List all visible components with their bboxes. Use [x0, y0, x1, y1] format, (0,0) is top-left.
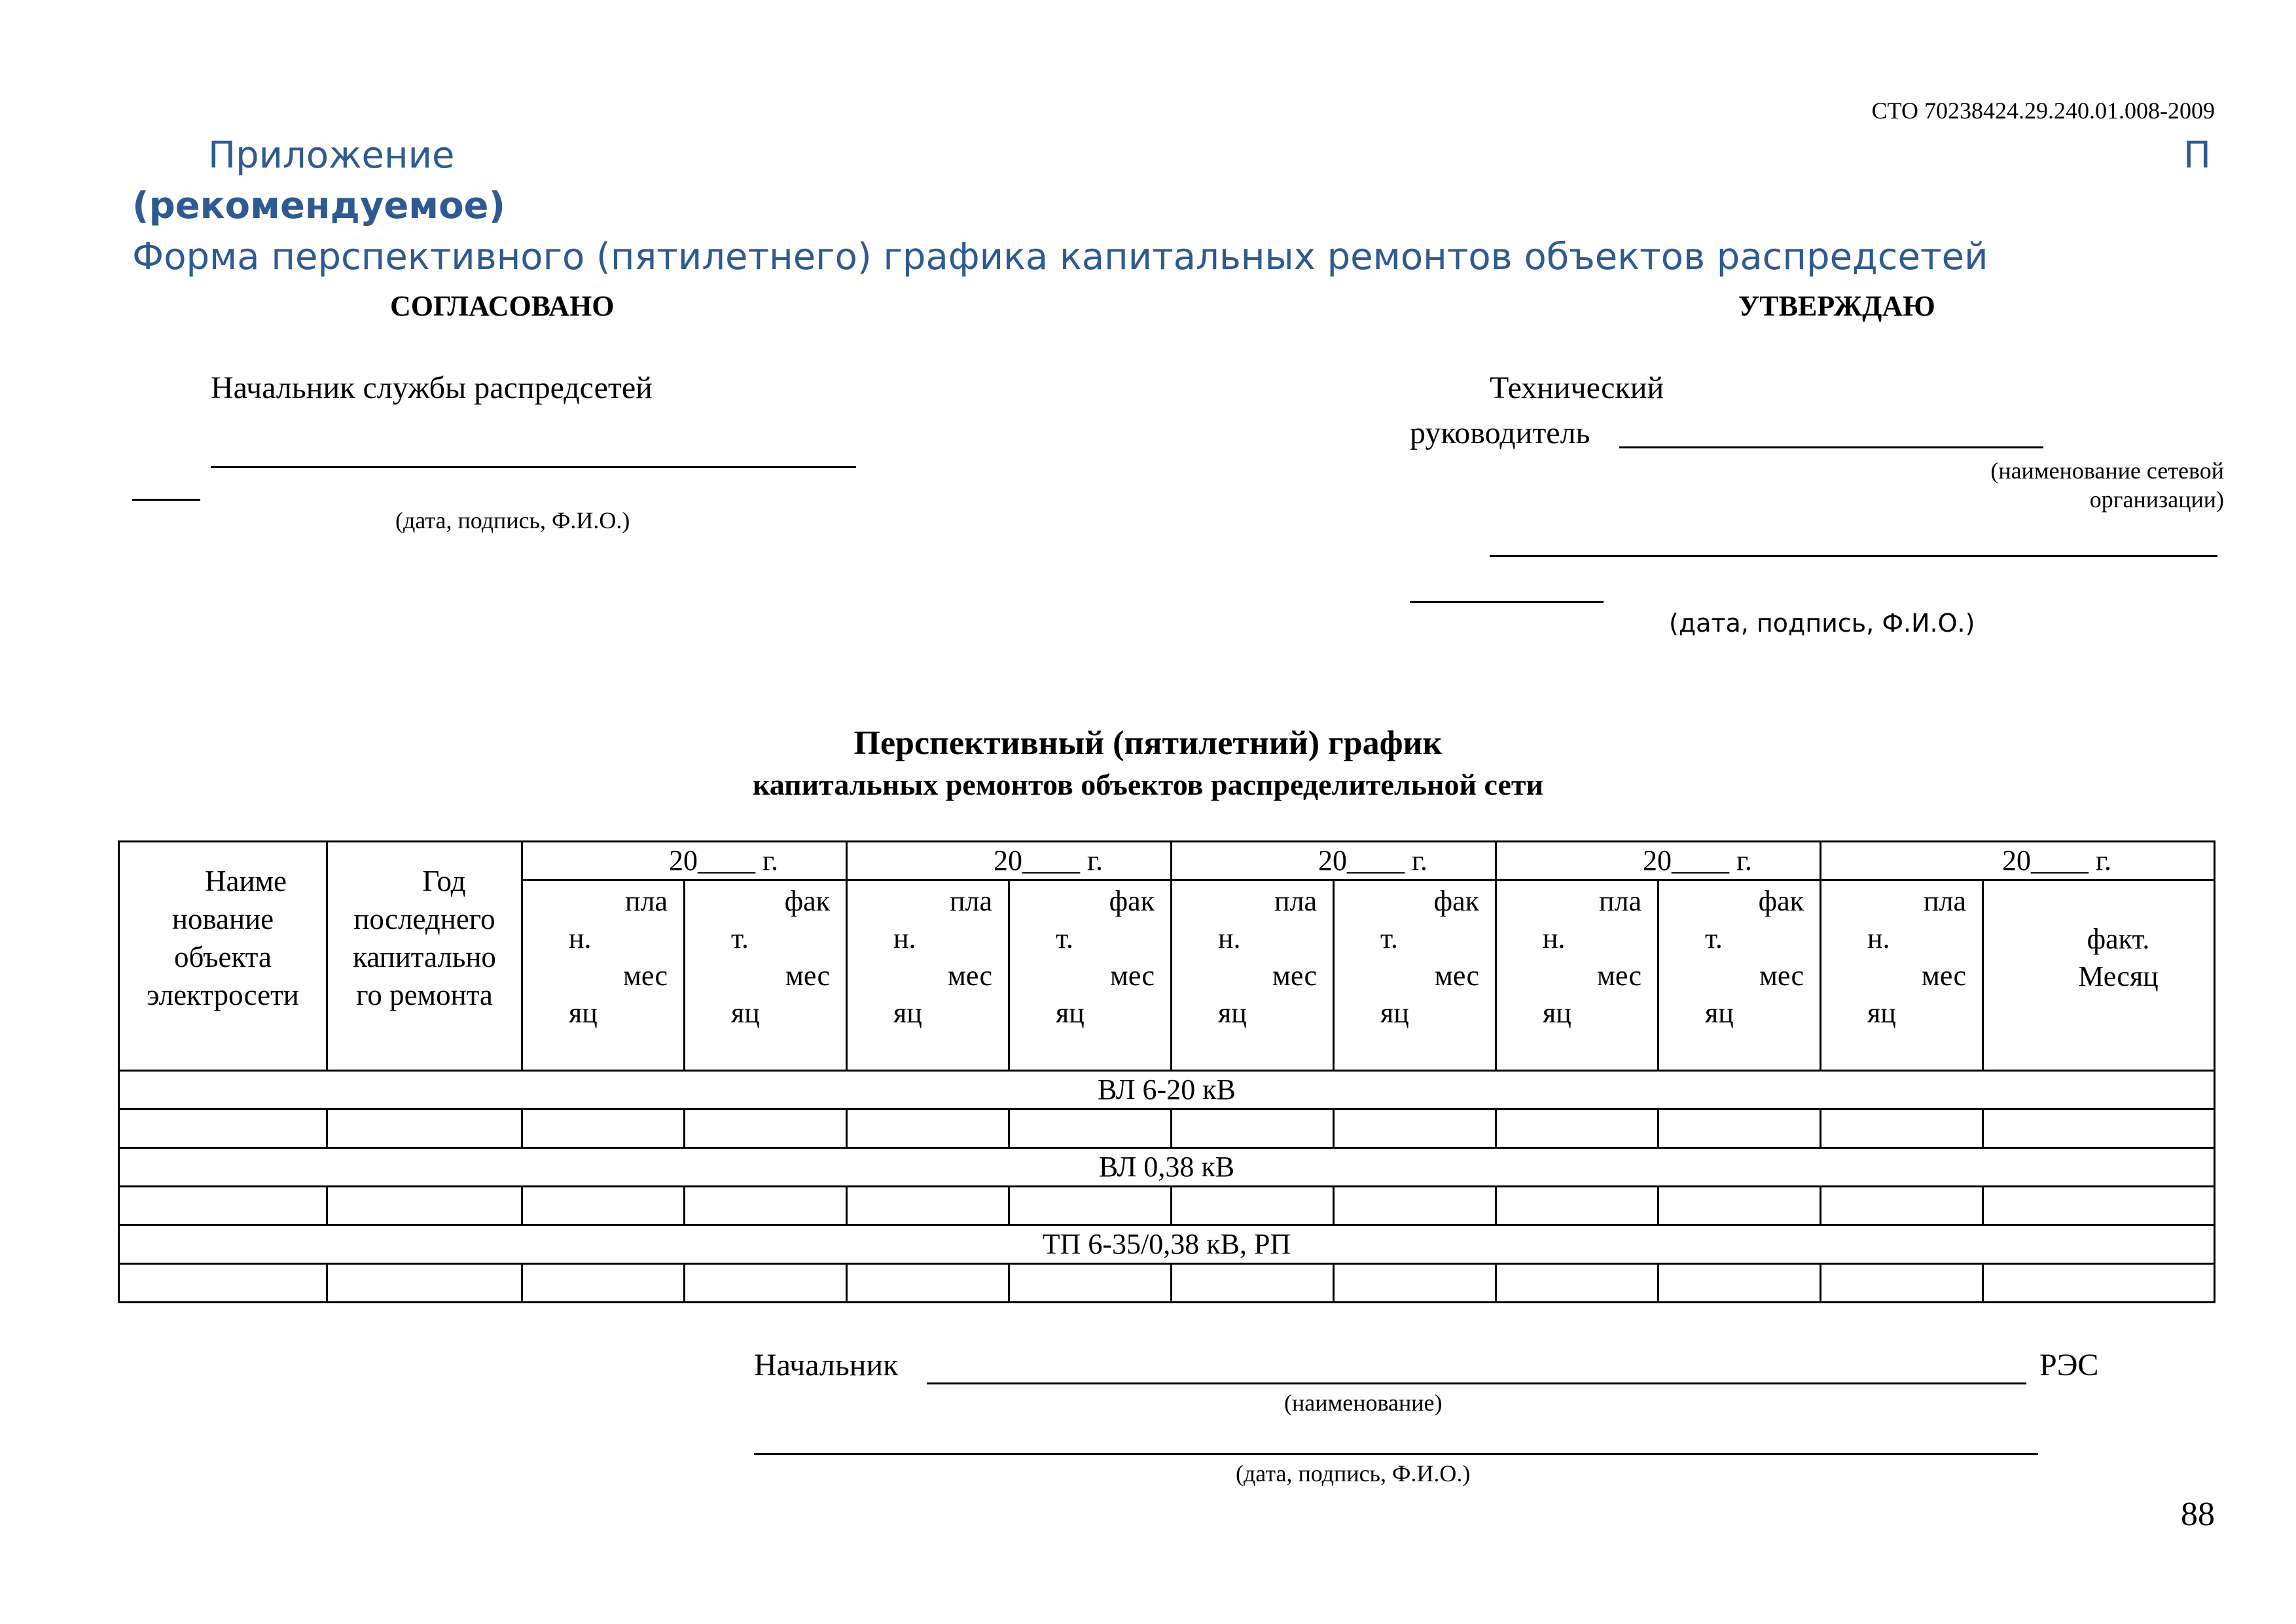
cell[interactable] — [1983, 1110, 2215, 1148]
year-header-2: 20____ г. — [847, 842, 1172, 880]
cell[interactable] — [1172, 1110, 1334, 1148]
agreed-label: СОГЛАСОВАНО — [390, 290, 615, 322]
plan-month-header — [1172, 880, 1334, 1071]
cell[interactable] — [327, 1110, 522, 1148]
agreed-signature-line — [211, 466, 856, 468]
cell[interactable] — [685, 1110, 847, 1148]
approve-org-line — [1619, 446, 2043, 448]
fact-part-2: т. — [1056, 922, 1073, 954]
plan-month-header — [1821, 880, 1983, 1071]
appendix-title: Приложение — [208, 134, 455, 177]
cell[interactable] — [522, 1110, 685, 1148]
col-header-name-line3: объекта — [174, 941, 272, 973]
approve-position-line2: руководитель — [1410, 416, 1590, 450]
year-header-1: 20____ г. — [522, 842, 847, 880]
plan-part-2: н. — [893, 922, 916, 954]
col-header-name-line2: нование — [171, 903, 274, 935]
plan-part-4: яц — [1218, 997, 1247, 1029]
cell[interactable] — [1659, 1187, 1821, 1225]
plan-part-2: н. — [1218, 922, 1241, 954]
cell[interactable] — [1334, 1264, 1496, 1303]
plan-part-4: яц — [1867, 997, 1896, 1029]
cell[interactable] — [1496, 1110, 1659, 1148]
col-header-year-line3: капитально — [353, 941, 496, 973]
agreed-position: Начальник службы распредсетей — [211, 370, 653, 405]
fact-part-2: т. — [731, 922, 749, 954]
fact-part-3: мес — [1759, 960, 1804, 992]
fact-month-header — [685, 880, 847, 1071]
footer-name-caption: (наименование) — [1284, 1390, 1443, 1416]
approve-signature-line-tail — [1410, 601, 1604, 603]
plan-part-2: н. — [569, 922, 592, 954]
approve-signature-line — [1490, 555, 2217, 557]
cell[interactable] — [1659, 1264, 1821, 1303]
fact-part-1: фак — [1109, 885, 1155, 917]
fact-last-line2: Месяц — [2078, 960, 2159, 992]
fact-part-1: фак — [1433, 885, 1479, 917]
year-header-5: 20____ г. — [1821, 842, 2215, 880]
cell[interactable] — [847, 1187, 1009, 1225]
col-header-year-line1: Год — [422, 865, 466, 897]
plan-part-1: пла — [624, 885, 668, 917]
schedule-table — [118, 840, 2215, 1303]
cell[interactable] — [1983, 1187, 2215, 1225]
cell[interactable] — [327, 1187, 522, 1225]
agreed-signature-line-tail — [132, 499, 200, 501]
year-header-3: 20____ г. — [1172, 842, 1496, 880]
fact-part-3: мес — [785, 960, 830, 992]
fact-month-header — [1659, 880, 1821, 1071]
fact-month-header — [1009, 880, 1172, 1071]
footer-chief-label: Начальник — [754, 1348, 899, 1382]
cell[interactable] — [1496, 1187, 1659, 1225]
fact-part-4: яц — [731, 997, 760, 1029]
plan-part-1: пла — [949, 885, 992, 917]
page-number: 88 — [2181, 1496, 2215, 1533]
section-label-vl-0-38: ВЛ 0,38 кВ — [119, 1148, 2215, 1187]
cell[interactable] — [685, 1264, 847, 1303]
org-caption-line1: (наименование сетевой — [1990, 458, 2224, 484]
cell[interactable] — [1496, 1264, 1659, 1303]
cell[interactable] — [847, 1264, 1009, 1303]
section-label-tp: ТП 6-35/0,38 кВ, РП — [119, 1225, 2215, 1264]
section-row — [119, 1071, 2215, 1110]
col-header-year-line4: го ремонта — [356, 979, 493, 1011]
col-header-name-line4: электросети — [147, 979, 299, 1011]
cell[interactable] — [1009, 1110, 1172, 1148]
section-row — [119, 1148, 2215, 1187]
plan-part-3: мес — [623, 960, 668, 992]
plan-part-3: мес — [1597, 960, 1641, 992]
fact-part-4: яц — [1705, 997, 1734, 1029]
approve-label: УТВЕРЖДАЮ — [1738, 290, 1935, 322]
cell[interactable] — [119, 1187, 327, 1225]
table-row — [119, 1110, 2215, 1148]
cell[interactable] — [1821, 1187, 1983, 1225]
fact-part-4: яц — [1380, 997, 1409, 1029]
col-header-name — [119, 842, 327, 1071]
plan-part-1: пла — [1274, 885, 1317, 917]
schedule-title: Перспективный (пятилетний) график — [853, 725, 1443, 762]
plan-part-2: н. — [1543, 922, 1566, 954]
approve-caption: (дата, подпись, Ф.И.О.) — [1669, 609, 1975, 638]
cell[interactable] — [1172, 1264, 1334, 1303]
schedule-subtitle: капитальных ремонтов объектов распределительной сети — [752, 768, 1544, 801]
fact-part-2: т. — [1380, 922, 1398, 954]
form-title: Форма перспективного (пятилетнего) графика капитальных ремонтов объектов распредсетей — [132, 236, 1988, 278]
year-header-4: 20____ г. — [1496, 842, 1821, 880]
plan-part-4: яц — [893, 997, 922, 1029]
cell[interactable] — [119, 1264, 327, 1303]
cell[interactable] — [1821, 1264, 1983, 1303]
fact-part-2: т. — [1705, 922, 1723, 954]
fact-last-line1: факт. — [2087, 923, 2150, 955]
cell[interactable] — [685, 1187, 847, 1225]
footer-signature-line — [754, 1453, 2038, 1455]
fact-month-header-last — [1983, 880, 2215, 1071]
table-row — [119, 1264, 2215, 1303]
fact-part-3: мес — [1435, 960, 1479, 992]
plan-part-1: пла — [1923, 885, 1966, 917]
plan-month-header — [1496, 880, 1659, 1071]
cell[interactable] — [327, 1264, 522, 1303]
approve-position-line1: Технический — [1490, 370, 1664, 405]
cell[interactable] — [1821, 1110, 1983, 1148]
fact-part-1: фак — [784, 885, 830, 917]
fact-part-1: фак — [1758, 885, 1804, 917]
plan-part-4: яц — [569, 997, 598, 1029]
fact-part-3: мес — [1110, 960, 1155, 992]
plan-month-header — [522, 880, 685, 1071]
cell[interactable] — [1334, 1187, 1496, 1225]
fact-part-4: яц — [1056, 997, 1085, 1029]
cell[interactable] — [1659, 1110, 1821, 1148]
footer-name-line — [927, 1382, 2026, 1384]
col-header-year — [327, 842, 522, 1071]
plan-part-3: мес — [1272, 960, 1317, 992]
appendix-letter: П — [2183, 134, 2211, 177]
fact-month-header — [1334, 880, 1496, 1071]
org-caption-line2: организации) — [2089, 486, 2224, 513]
agreed-caption: (дата, подпись, Ф.И.О.) — [395, 507, 630, 533]
plan-part-2: н. — [1867, 922, 1890, 954]
col-header-year-line2: последнего — [353, 903, 495, 935]
cell[interactable] — [1009, 1187, 1172, 1225]
cell[interactable] — [1172, 1187, 1334, 1225]
standard-code: СТО 70238424.29.240.01.008-2009 — [1871, 98, 2215, 124]
cell[interactable] — [1983, 1264, 2215, 1303]
cell[interactable] — [119, 1110, 327, 1148]
footer-signature-caption: (дата, подпись, Ф.И.О.) — [1236, 1460, 1471, 1487]
plan-part-4: яц — [1543, 997, 1571, 1029]
cell[interactable] — [1009, 1264, 1172, 1303]
plan-part-1: пла — [1598, 885, 1641, 917]
plan-part-3: мес — [948, 960, 992, 992]
section-label-vl-6-20: ВЛ 6-20 кВ — [119, 1071, 2215, 1110]
plan-part-3: мес — [1922, 960, 1966, 992]
appendix-recommended: (рекомендуемое) — [132, 185, 506, 227]
table-row — [119, 1187, 2215, 1225]
plan-month-header — [847, 880, 1009, 1071]
cell[interactable] — [522, 1187, 685, 1225]
section-row — [119, 1225, 2215, 1264]
footer-res-label: РЭС — [2039, 1348, 2099, 1382]
cell[interactable] — [1334, 1110, 1496, 1148]
col-header-name-line1: Наиме — [204, 865, 287, 897]
cell[interactable] — [522, 1264, 685, 1303]
cell[interactable] — [847, 1110, 1009, 1148]
header-row-years — [119, 842, 2215, 880]
